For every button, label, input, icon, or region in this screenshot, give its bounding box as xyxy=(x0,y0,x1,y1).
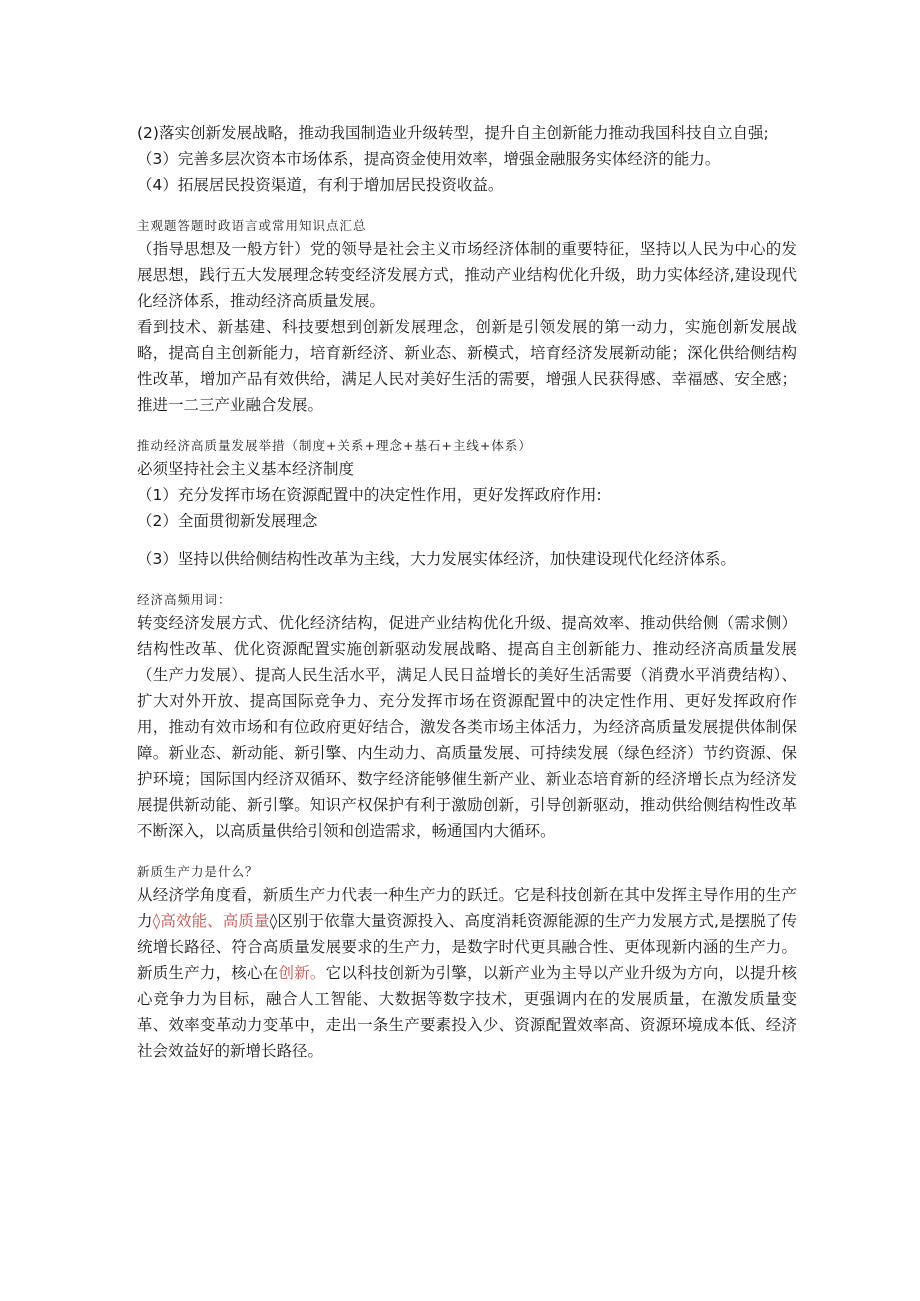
diamond-icon: ◊ xyxy=(269,912,278,930)
list-item: （1）充分发挥市场在资源配置中的决定性作用，更好发挥政府作用: xyxy=(137,486,602,504)
diamond-icon: ◊ xyxy=(152,912,161,930)
text-run: 从经济学角度看，新质生产力代表一种生产力的跃迁。它是科技创新在其中发挥主导作用的生产力 xyxy=(137,886,797,930)
list-item: （2）全面贯彻新发展理念 xyxy=(137,512,318,530)
section-frequent-terms xyxy=(137,590,797,844)
paragraph: 转变经济发展方式、优化经济结构，促进产业结构优化升级、提高效率、推动供给侧（需求侧）结构性改革、优化资源配置实施创新驱动发展战略、提高自主创新能力、推动经济高质量发展（生产力发展）、提高人民生活水平，满足人民日益增长的美好生活需要（消费水平消费结构）、扩大对外开放、提高国际竞争力、充分发挥市场在资源配置中的决定性作用、更好发挥政府作用，推动有效市场和有位政府更好结合，激发各类市场主体活力，为经济高质量发展提供体制保障。新业态、新动能、新引擎、内生动力、高质量发展、可持续发展（绿色经济）节约资源、保护环境；国际国内经济双循环、数字经济能够催生新产业、新业态培育新的经济增长点为经济发展提供新动能、新引擎。知识产权保护有利于激励创新，引导创新驱动，推动供给侧结构性改革不断深入，以高质量供给引领和创造需求，畅通国内大循环。 xyxy=(137,614,797,840)
section-common-knowledge xyxy=(137,216,797,418)
paragraph xyxy=(137,882,797,1064)
section-new-productivity xyxy=(137,862,797,1064)
section-heading: 推动经济高质量发展举措（制度+关系+理念+基石+主线+体系） xyxy=(137,438,532,453)
list-item: (2)落实创新发展战略，推动我国制造业升级转型，提升自主创新能力推动我国科技自立自强; xyxy=(137,124,769,142)
highlighted-text: 高效能、高质量 xyxy=(160,912,270,930)
section-heading: 经济高频用词： xyxy=(137,592,232,607)
list-item: （4）拓展居民投资渠道，有利于增加居民投资收益。 xyxy=(137,176,504,194)
section-heading: 新质生产力是什么？ xyxy=(137,864,259,879)
text-run: 区别于依靠大量资源投入、高度消耗资源能源的生产力发展方式,是摆脱了传统增长路径、符合高质量发展要求的生产力，是数字时代更具融合性、更体现新内涵的生产力。新质生产力，核心在 xyxy=(137,912,797,982)
section-investment-measures xyxy=(137,120,797,198)
section-heading: 主观题答题时政语言或常用知识点汇总 xyxy=(137,218,367,233)
paragraph: 看到技术、新基建、科技要想到创新发展理念，创新是引领发展的第一动力，实施创新发展战略，提高自主创新能力，培育新经济、新业态、新模式，培育经济发展新动能；深化供给侧结构性改革，增加产品有效供给，满足人民对美好生活的需要，增强人民获得感、幸福感、安全感；推进一二三产业融合发展。 xyxy=(137,318,797,414)
list-item: （3）坚持以供给侧结构性改革为主线，大力发展实体经济，加快建设现代化经济体系。 xyxy=(137,550,736,568)
text-run: 它以科技创新为引擎，以新产业为主导以产业升级为方向，以提升核心竞争力为目标，融合人工智能、大数据等数字技术，更强调内在的发展质量，在激发质量变革、效率变革动力变革中，走出一条生产要素投入少、资源配置效率高、资源环境成本低、经济社会效益好的新增长路径。 xyxy=(137,964,797,1060)
list-item: （3）完善多层次资本市场体系，提高资金使用效率，增强金融服务实体经济的能力。 xyxy=(137,150,721,168)
section-high-quality-measures xyxy=(137,436,797,572)
paragraph: 必须坚持社会主义基本经济制度 xyxy=(137,460,355,478)
document-page xyxy=(137,120,797,1064)
highlighted-text: 创新。 xyxy=(278,964,326,982)
paragraph: （指导思想及一般方针）党的领导是社会主义市场经济体制的重要特征，坚持以人民为中心的发展思想，践行五大发展理念转变经济发展方式，推动产业结构优化升级，助力实体经济,建设现代化经济体系，推动经济高质量发展。 xyxy=(137,240,797,310)
